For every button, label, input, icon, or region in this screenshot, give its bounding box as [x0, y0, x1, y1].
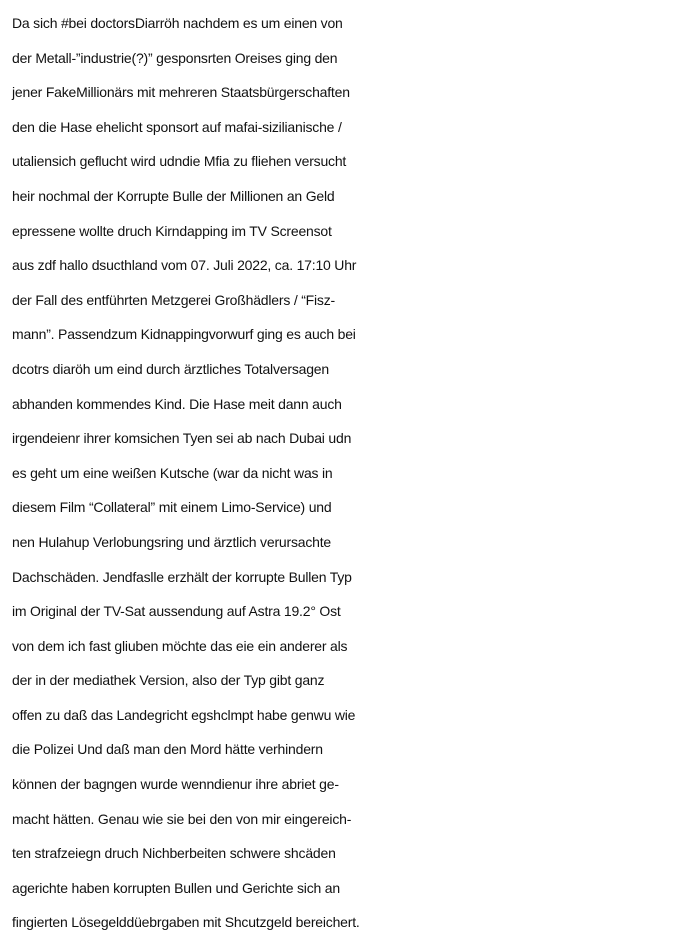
text-line: den die Hase ehelicht sponsort auf mafai-sizilianische / — [12, 118, 342, 135]
text-line: nen Hulahup Verlobungsring und ärztlich verursachte — [12, 533, 332, 550]
text-line: der Metall-”industrie(?)” gesponsrten Oreises ging den — [12, 49, 338, 66]
text-line: dcotrs diaröh um eind durch ärztliches Totalversagen — [12, 360, 329, 377]
text-line: irgendeienr ihrer komsichen Tyen sei ab nach Dubai udn — [12, 430, 352, 447]
text-line: es geht um eine weißen Kutsche (war da nicht was in — [12, 464, 333, 481]
text-line: epressene wollte druch Kirndapping im TV Screensot — [12, 222, 332, 239]
text-line: die Polizei Und daß man den Mord hätte verhindern — [12, 741, 323, 758]
text-line: der Fall des entführten Metzgerei Großhädlers / “Fisz- — [12, 291, 335, 308]
text-line: Da sich #bei doctorsDiarröh nachdem es um einen von — [12, 15, 343, 31]
text-line: abhanden kommendes Kind. Die Hase meit dann auch — [12, 395, 342, 412]
text-line: von dem ich fast gliuben möchte das eie ein anderer als — [12, 637, 348, 654]
text-line: mann”. Passendzum Kidnappingvorwurf ging es auch bei — [12, 326, 356, 343]
text-line: fingierten Lösegelddüebrgaben mit Shcutzgeld bereichert. — [12, 914, 360, 931]
text-line: offen zu daß das Landegricht egshclmpt habe genwu wie — [12, 706, 356, 723]
text-line: können der bagngen wurde wenndienur ihre abriet ge- — [12, 776, 339, 793]
text-line: der in der mediathek Version, also der Typ gibt ganz — [12, 672, 325, 689]
text-line: Dachschäden. Jendfaslle erzhält der korrupte Bullen Typ — [12, 568, 352, 585]
text-line: ten strafzeiegn druch Nichberbeiten schwere shcäden — [12, 845, 336, 862]
text-line: heir nochmal der Korrupte Bulle der Millionen an Geld — [12, 187, 335, 204]
text-line: macht hätten. Genau wie sie bei den von mir eingereich- — [12, 810, 352, 827]
text-line: jener FakeMillionärs mit mehreren Staatsbürgerschaften — [12, 84, 350, 101]
body-text — [12, 6, 682, 940]
text-line: aus zdf hallo dsucthland vom 07. Juli 2022, ca. 17:10 Uhr — [12, 257, 357, 274]
text-line: diesem Film “Collateral” mit einem Limo-Service) und — [12, 499, 332, 516]
text-line: im Original der TV-Sat aussendung auf Astra 19.2° Ost — [12, 603, 341, 620]
text-line: agerichte haben korrupten Bullen und Gerichte sich an — [12, 879, 340, 896]
text-line: utaliensich geflucht wird udndie Mfia zu fliehen versucht — [12, 153, 347, 170]
